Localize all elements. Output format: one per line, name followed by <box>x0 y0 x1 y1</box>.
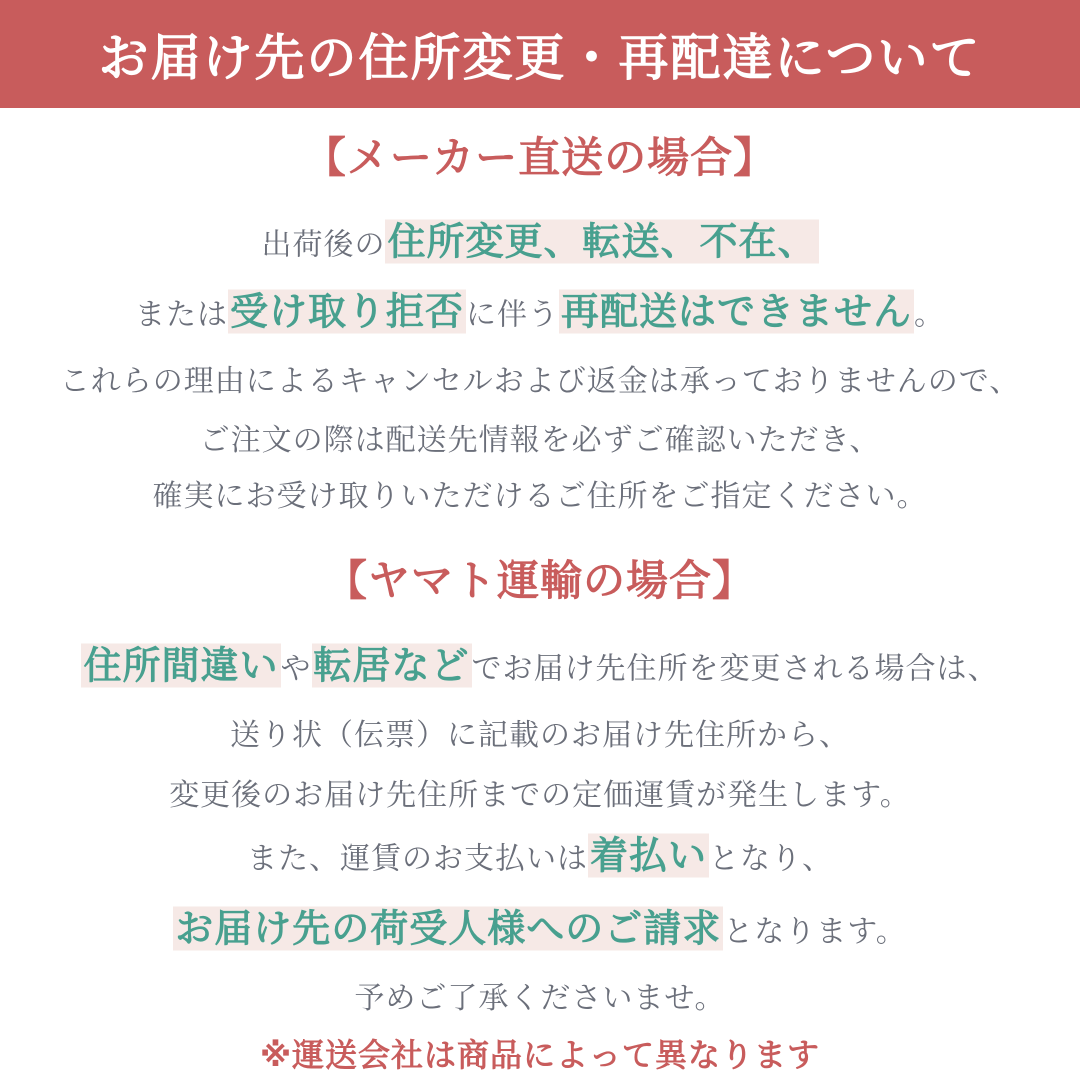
notice-line <box>0 710 1080 754</box>
footnote <box>0 1030 1080 1076</box>
notice-line <box>0 211 1080 266</box>
highlighted-text: お届け先の荷受人様へのご請求 <box>175 906 722 951</box>
text: となり、 <box>709 841 833 877</box>
text: ご注文の際は配送先情報を必ずご確認いただき、 <box>199 423 881 458</box>
highlighted-text: 住所間違い <box>83 643 279 688</box>
notice-line <box>0 770 1080 814</box>
highlighted-text: 受け取り拒否 <box>229 289 464 334</box>
highlighted-text: 転居など <box>313 643 470 688</box>
text: 変更後のお届け先住所までの定価運賃が発生します。 <box>169 778 911 813</box>
text: または <box>134 297 228 333</box>
text: や <box>280 651 312 687</box>
notice-line <box>0 356 1080 400</box>
notice-line <box>0 415 1080 459</box>
page-title: お届け先の住所変更・再配達について <box>98 29 982 87</box>
text: 【メーカー直送の場合】 <box>303 133 777 182</box>
highlighted-text: 着払い <box>589 833 707 878</box>
notice-line <box>0 973 1080 1017</box>
title-banner <box>0 0 1080 108</box>
text: 確実にお受け取りいただけるご住所をご指定ください。 <box>152 479 928 514</box>
highlighted-text: 再配送はできません <box>561 289 913 334</box>
text: 出荷後の <box>261 227 386 263</box>
notice-line <box>0 825 1080 880</box>
text: ※運送会社は商品によって異なります <box>259 1036 821 1074</box>
text: 。 <box>914 297 946 333</box>
highlighted-text: 住所変更、転送、不在、 <box>387 219 817 264</box>
text: 送り状（伝票）に記載のお届け先住所から、 <box>230 718 850 753</box>
text: 予めご了承くださいませ。 <box>354 981 726 1016</box>
notice-line <box>0 281 1080 336</box>
text: に伴う <box>466 297 559 333</box>
text: また、運賃のお支払いは <box>246 841 588 877</box>
text: でお届け先住所を変更される場合は、 <box>471 651 999 687</box>
notice-line <box>0 635 1080 690</box>
section-heading <box>0 548 1080 608</box>
text: これらの理由によるキャンセルおよび返金は承っておりませんので、 <box>59 364 1021 399</box>
section-heading <box>0 125 1080 185</box>
notice-line <box>0 471 1080 515</box>
text: 【ヤマト運輸の場合】 <box>324 556 755 605</box>
notice-line <box>0 898 1080 953</box>
text: となります。 <box>723 914 907 950</box>
